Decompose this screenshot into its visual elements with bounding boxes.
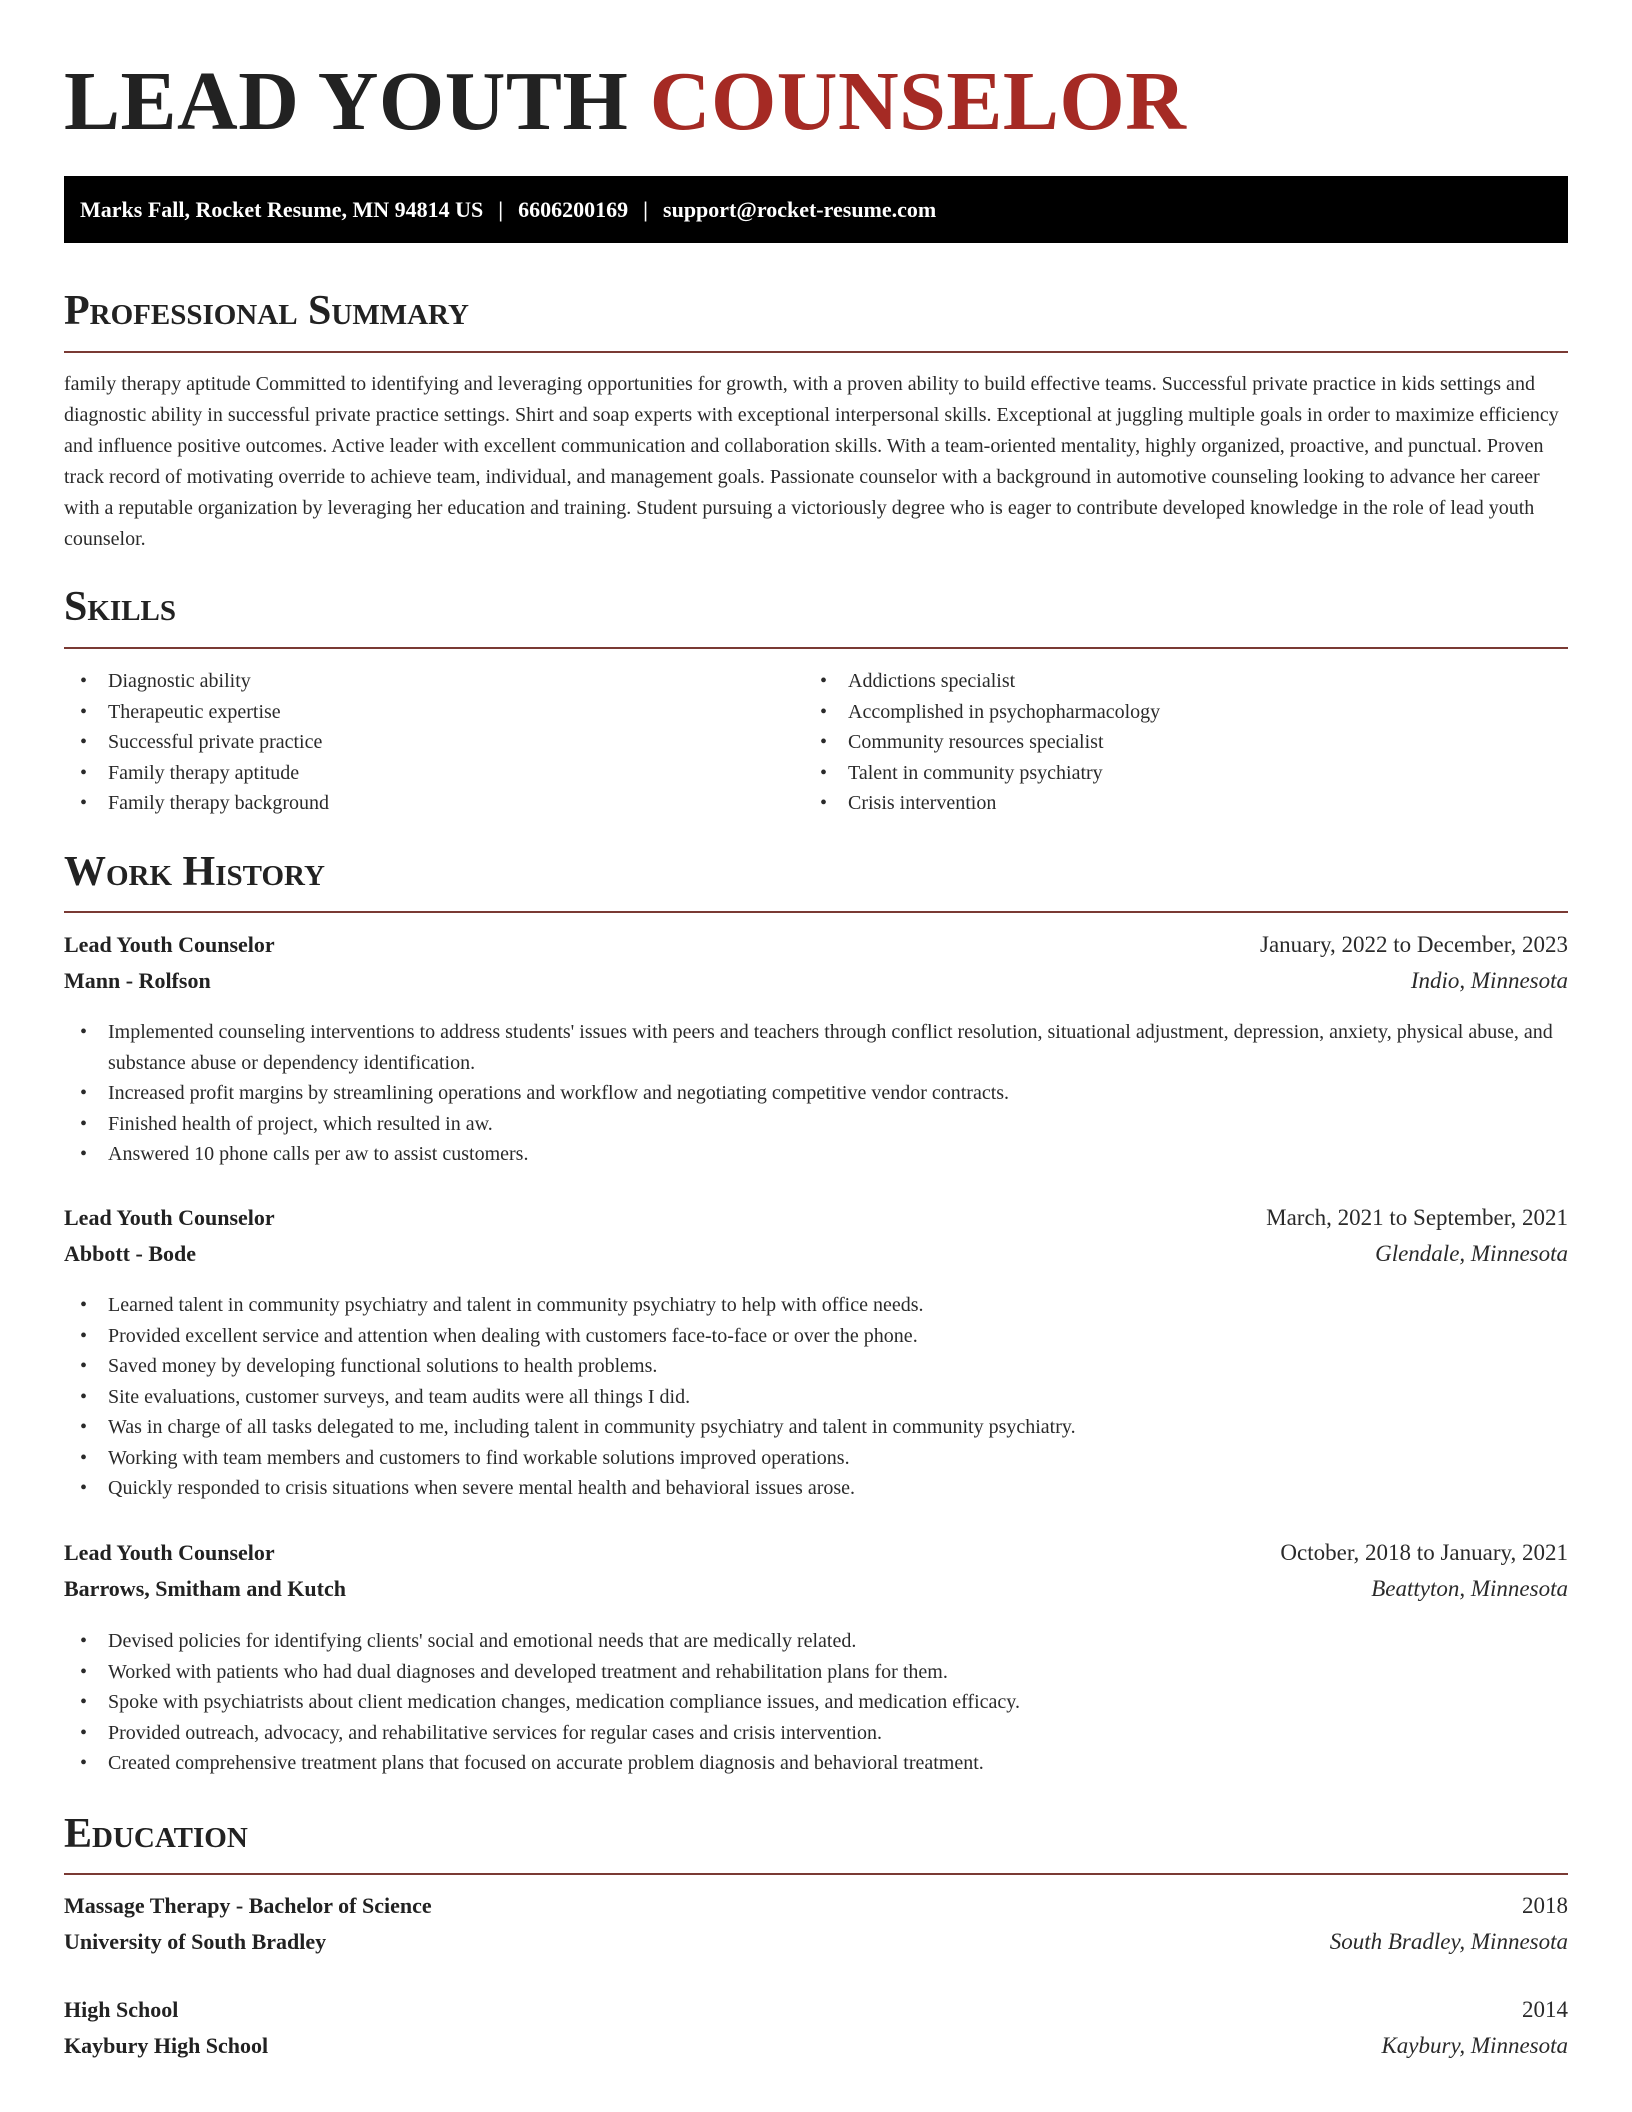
skills-list-right: [804, 666, 1160, 819]
job-location: Indio, Minnesota: [1410, 968, 1568, 993]
section-divider: [64, 647, 1568, 649]
job-bullet: • Increased profit margins by streamlining operations and workflow and negotiating competitive vendor contracts.: [64, 1078, 1568, 1109]
job-bullet: • Was in charge of all tasks delegated to me, including talent in community psychiatry and talent in community psychiatry.: [64, 1412, 1568, 1443]
job-bullet-list: [64, 1017, 1568, 1170]
job-bullet: • Answered 10 phone calls per aw to assist customers.: [64, 1139, 1568, 1170]
skill-item: • Family therapy background: [64, 788, 329, 819]
job-bullet: • Worked with patients who had dual diagnoses and developed treatment and rehabilitation plans for them.: [64, 1657, 1568, 1688]
job-bullet: • Finished health of project, which resulted in aw.: [64, 1109, 1568, 1140]
job-bullet-list: [64, 1626, 1568, 1779]
job-bullet: • Created comprehensive treatment plans that focused on accurate problem diagnosis and behavioral treatment.: [64, 1748, 1568, 1779]
job-dates: January, 2022 to December, 2023: [1260, 932, 1568, 957]
summary-heading: Professional Summary: [64, 288, 469, 334]
education-school-row: [64, 2033, 1568, 2059]
summary-text: family therapy aptitude Committed to identifying and leveraging opportunities for growth, with a proven ability to build effective teams. Successful private practice in kids settings and diagnostic ability in successful private practice settings. Shirt and soap experts with exceptional interpersonal skills. Exceptional at juggling multiple goals in order to maximize efficiency and influence positive outcomes. Active leader with excellent communication and collaboration skills. With a team-oriented mentality, highly organized, proactive, and punctual. Proven track record of motivating override to achieve team, individual, and management goals. Passionate counselor with a background in automotive counseling looking to advance her career with a reputable organization by leveraging her education and training. Student pursuing a victoriously degree who is eager to contribute developed knowledge in the role of lead youth counselor.: [64, 373, 1559, 550]
skill-item: • Community resources specialist: [804, 727, 1160, 758]
job-title-row: [64, 932, 1568, 958]
job-bullet: • Quickly responded to crisis situations when severe mental health and behavioral issues arose.: [64, 1473, 1568, 1504]
education-school: University of South Bradley: [64, 1929, 327, 1954]
skills-heading: Skills: [64, 584, 177, 630]
section-divider: [64, 351, 1568, 353]
job-title: Lead Youth Counselor: [64, 932, 275, 957]
job-bullet: • Learned talent in community psychiatry and talent in community psychiatry to help with office needs.: [64, 1290, 1568, 1321]
education-degree: High School: [64, 1997, 179, 2022]
job-dates: March, 2021 to September, 2021: [1266, 1205, 1568, 1230]
contact-email[interactable]: support@rocket-resume.com: [663, 196, 937, 222]
education-year: 2018: [1522, 1893, 1568, 1918]
job-bullet: • Devised policies for identifying clients' social and emotional needs that are medically related.: [64, 1626, 1568, 1657]
contact-separator: |: [498, 196, 504, 222]
skill-item: • Addictions specialist: [804, 666, 1160, 697]
skill-item: • Therapeutic expertise: [64, 697, 329, 728]
job-company: Barrows, Smitham and Kutch: [64, 1576, 346, 1601]
job-bullet: • Site evaluations, customer surveys, and team audits were all things I did.: [64, 1382, 1568, 1413]
title-main: LEAD YOUTH: [64, 55, 650, 148]
job-company-row: [64, 1576, 1568, 1602]
skill-item: • Talent in community psychiatry: [804, 758, 1160, 789]
job-bullet: • Provided outreach, advocacy, and rehabilitative services for regular cases and crisis intervention.: [64, 1718, 1568, 1749]
education-year: 2014: [1522, 1997, 1568, 2022]
resume-title: [64, 52, 1186, 153]
job-bullet: • Saved money by developing functional solutions to health problems.: [64, 1351, 1568, 1382]
education-location: Kaybury, Minnesota: [1381, 2033, 1568, 2058]
job-title-row: [64, 1540, 1568, 1566]
education-heading: Education: [64, 1811, 248, 1857]
education-school-row: [64, 1929, 1568, 1955]
job-company: Abbott - Bode: [64, 1241, 197, 1266]
job-company: Mann - Rolfson: [64, 968, 211, 993]
skills-list-left: [64, 666, 329, 819]
job-title: Lead Youth Counselor: [64, 1205, 275, 1230]
job-bullet: • Implemented counseling interventions to address students' issues with peers and teachers through conflict resolution, situational adjustment, depression, anxiety, physical abuse, and substance abuse or dependency identification.: [64, 1017, 1568, 1078]
education-location: South Bradley, Minnesota: [1329, 1929, 1568, 1954]
education-degree-row: [64, 1893, 1568, 1919]
contact-separator: |: [643, 196, 649, 222]
skill-item: • Accomplished in psychopharmacology: [804, 697, 1160, 728]
skill-item: • Crisis intervention: [804, 788, 1160, 819]
section-divider: [64, 911, 1568, 913]
contact-address: Marks Fall, Rocket Resume, MN 94814 US: [80, 196, 484, 222]
contact-phone[interactable]: 6606200169: [518, 196, 629, 222]
job-title-row: [64, 1205, 1568, 1231]
job-bullet-list: [64, 1290, 1568, 1504]
skill-item: • Diagnostic ability: [64, 666, 329, 697]
education-degree-row: [64, 1997, 1568, 2023]
section-divider: [64, 1873, 1568, 1875]
work-history-heading: Work History: [64, 849, 325, 895]
job-bullet: • Provided excellent service and attention when dealing with customers face-to-face or over the phone.: [64, 1321, 1568, 1352]
job-bullet: • Spoke with psychiatrists about client medication changes, medication compliance issues, and medication efficacy.: [64, 1687, 1568, 1718]
skill-item: • Successful private practice: [64, 727, 329, 758]
job-location: Glendale, Minnesota: [1375, 1241, 1568, 1266]
contact-bar: [64, 176, 1568, 243]
job-location: Beattyton, Minnesota: [1371, 1576, 1568, 1601]
job-dates: October, 2018 to January, 2021: [1280, 1540, 1568, 1565]
job-company-row: [64, 1241, 1568, 1267]
skill-item: • Family therapy aptitude: [64, 758, 329, 789]
job-company-row: [64, 968, 1568, 994]
education-school: Kaybury High School: [64, 2033, 269, 2058]
education-degree: Massage Therapy - Bachelor of Science: [64, 1893, 432, 1918]
job-title: Lead Youth Counselor: [64, 1540, 275, 1565]
title-accent: COUNSELOR: [649, 55, 1187, 148]
job-bullet: • Working with team members and customers to find workable solutions improved operations.: [64, 1443, 1568, 1474]
